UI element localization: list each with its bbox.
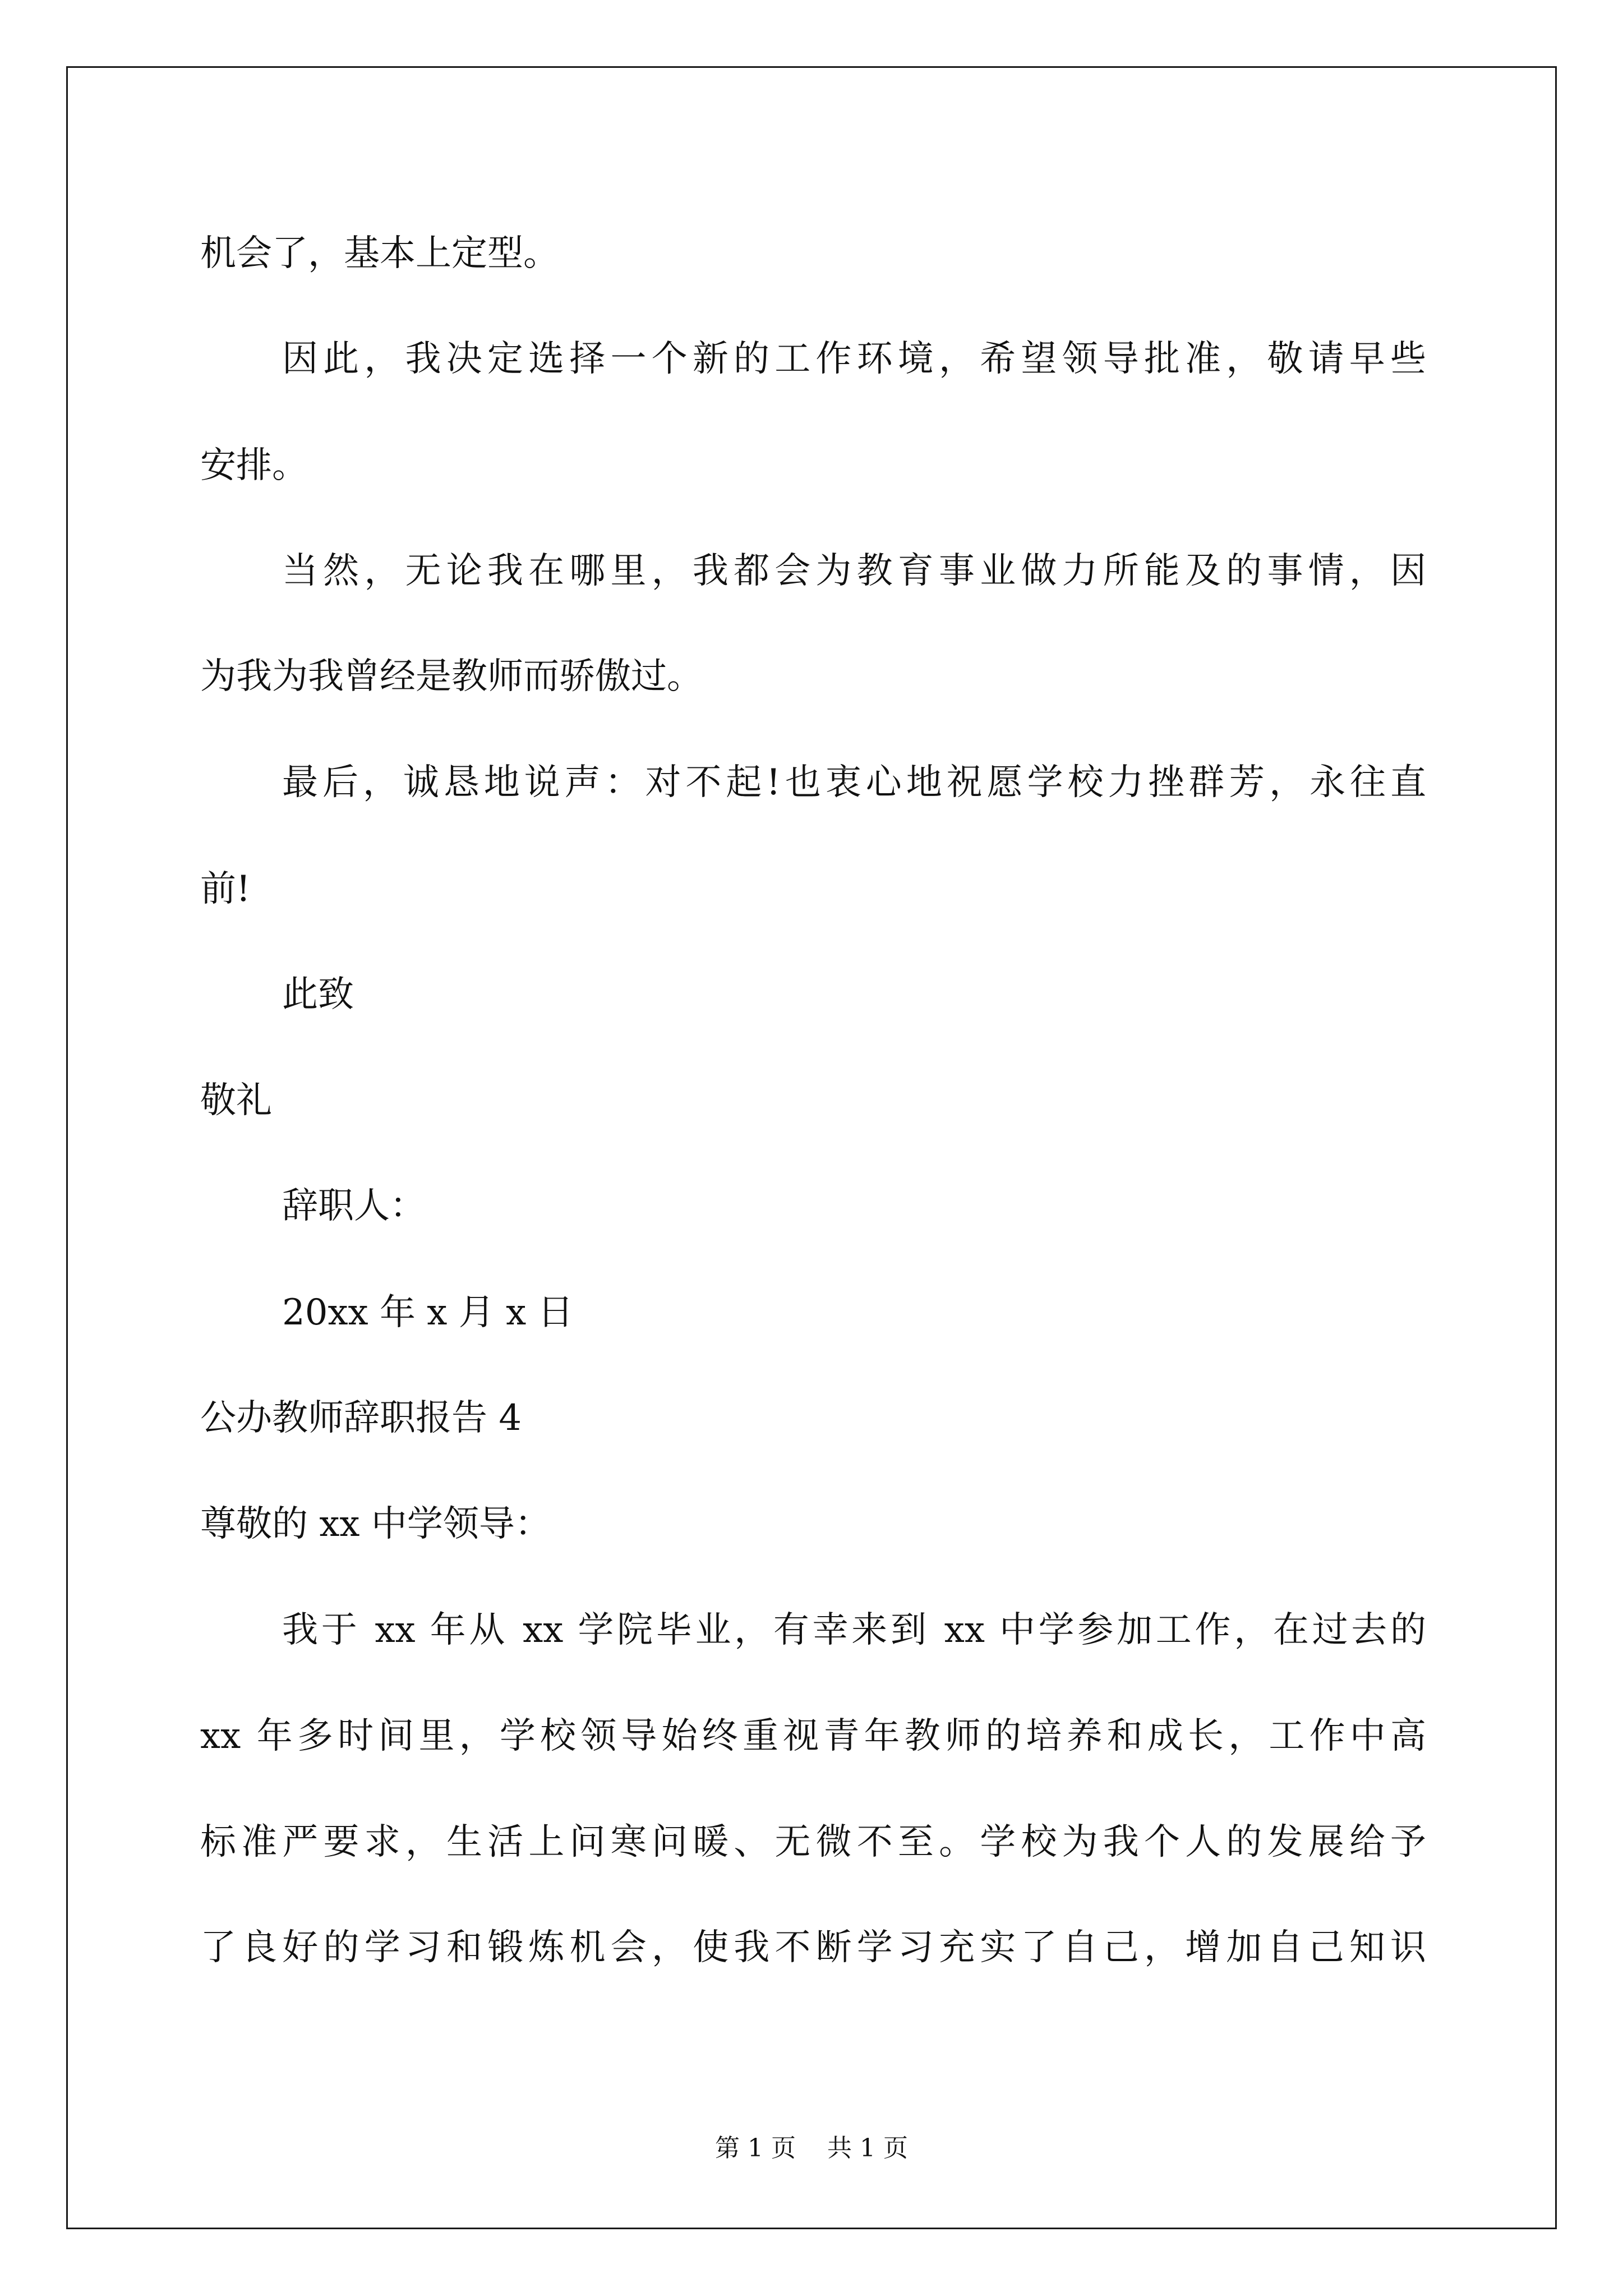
salutation-line: 此致 (282, 974, 354, 1015)
text-line: 前! (200, 868, 251, 910)
text-line: 标准严要求，生活上问寒问暖、无微不至。学校为我个人的发展给予 (200, 1821, 1426, 1863)
text-line: 为我为我曾经是教师而骄傲过。 (200, 656, 703, 697)
text-line: xx 年多时间里，学校领导始终重视青年教师的培养和成长，工作中高 (200, 1715, 1426, 1757)
text-line: 当然，无论我在哪里，我都会为教育事业做力所能及的事情，因 (282, 550, 1426, 592)
text-line: 机会了，基本上定型。 (200, 233, 559, 274)
page-footer (0, 2132, 1623, 2165)
text-line: 我于 xx 年从 xx 学院毕业，有幸来到 xx 中学参加工作，在过去的 (282, 1609, 1426, 1651)
text-line: 最后，诚恳地说声：对不起!也衷心地祝愿学校力挫群芳，永往直 (282, 762, 1426, 803)
signature-line: 辞职人： (282, 1185, 426, 1227)
page-total: 共 1 页 (827, 2134, 908, 2162)
greeting-line: 尊敬的 xx 中学领导： (200, 1503, 551, 1545)
date-line: 20xx 年 x 月 x 日 (282, 1292, 574, 1333)
text-line: 因此，我决定选择一个新的工作环境，希望领导批准，敬请早些 (282, 338, 1426, 380)
text-line: 安排。 (200, 445, 308, 486)
page-number: 第 1 页 (715, 2134, 796, 2162)
text-line: 了良好的学习和锻炼机会，使我不断学习充实了自己，增加自己知识 (200, 1927, 1426, 1968)
section-title: 公办教师辞职报告 4 (200, 1397, 522, 1439)
page-border (66, 66, 1557, 2229)
salutation-line: 敬礼 (200, 1080, 272, 1121)
